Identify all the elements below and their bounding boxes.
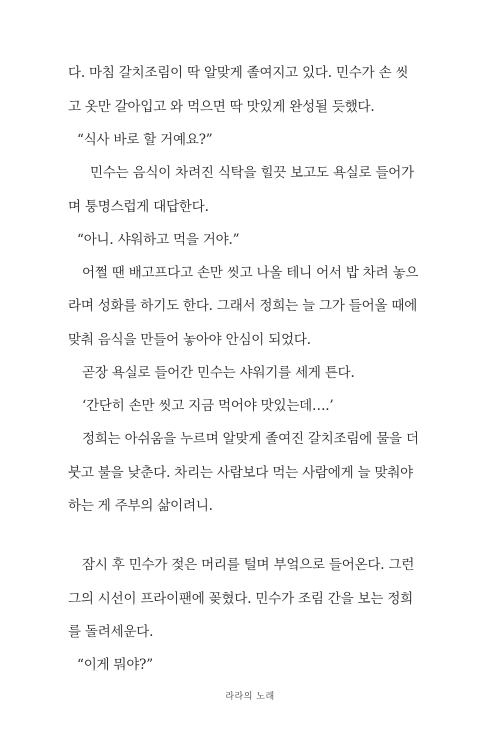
body-line-7: 어쩔 땐 배고프다고 손만 씻고 나올 테니 어서 밥 차려 놓으: [82, 265, 419, 281]
body-line-15: 잠시 후 민수가 젖은 머리를 털며 부엌으로 들어온다. 그런: [82, 557, 415, 573]
body-line-14: 하는 게 주부의 삶이려니.: [68, 498, 213, 514]
body-line-10: 곧장 욕실로 들어간 민수는 샤워기를 세게 튼다.: [82, 365, 355, 381]
body-line-3: “식사 바로 할 거예요?”: [77, 132, 213, 148]
body-line-5: 며 퉁명스럽게 대답한다.: [68, 199, 209, 215]
body-line-8: 라며 성화를 하기도 한다. 그래서 정희는 늘 그가 들어올 때에: [68, 298, 418, 314]
body-line-4: 민수는 음식이 차려진 식탁을 힐끗 보고도 욕실로 들어가: [90, 165, 414, 181]
body-line-16: 그의 시선이 프라이팬에 꽂혔다. 민수가 조림 간을 보는 정희: [68, 591, 414, 607]
body-line-18: “이게 뭐야?”: [77, 657, 153, 673]
body-line-13: 붓고 불을 낮춘다. 차리는 사람보다 먹는 사람에게 늘 맞춰야: [68, 465, 414, 481]
body-line-17: 를 돌려세운다.: [68, 624, 154, 640]
body-line-11: ‘간단히 손만 씻고 지금 먹어야 맛있는데….’: [82, 398, 334, 414]
body-line-12: 정희는 아쉬움을 누르며 알맞게 졸여진 갈치조림에 물을 더: [82, 431, 419, 447]
body-line-6: “아니. 샤워하고 먹을 거야.”: [77, 232, 240, 248]
body-line-2: 고 옷만 갈아입고 와 먹으면 딱 맛있게 완성될 듯했다.: [68, 99, 375, 115]
body-line-9: 맞춰 음식을 만들어 놓아야 안심이 되었다.: [68, 332, 311, 348]
page-footer-title: 라라의 노래: [225, 692, 275, 702]
body-line-1: 다. 마침 갈치조림이 딱 알맞게 졸여지고 있다. 민수가 손 씻: [68, 65, 409, 81]
